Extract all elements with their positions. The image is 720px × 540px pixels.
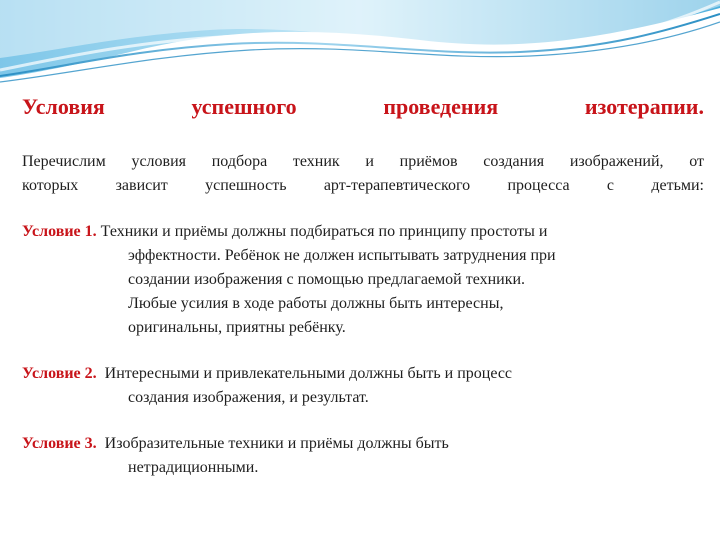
- slide-content: [22, 92, 704, 480]
- condition-text: оригинальны, приятны ребёнку.: [128, 319, 346, 336]
- condition-label: Условие 3.: [22, 435, 97, 452]
- condition-text: Интересными и привлекательными должны быть и процесс: [104, 365, 513, 382]
- condition-text: создании изображения с помощью предлагаемой техники.: [128, 271, 526, 288]
- condition-label: Условие 1.: [22, 223, 97, 240]
- condition-label: Условие 2.: [22, 365, 97, 382]
- slide-title: Условия успешного проведения изотерапии.: [22, 94, 704, 119]
- condition-text: нетрадиционными.: [128, 459, 259, 476]
- intro-line: Перечислим условия подбора техник и приёмов создания изображений, от: [22, 153, 704, 170]
- condition-2: [22, 362, 704, 410]
- condition-3: [22, 432, 704, 480]
- condition-text: Изобразительные техники и приёмы должны быть: [104, 435, 449, 452]
- condition-text: Любые усилия в ходе работы должны быть интересны,: [128, 295, 504, 312]
- condition-1: [22, 220, 704, 340]
- intro-paragraph: [22, 150, 704, 198]
- condition-text: создания изображения, и результат.: [128, 389, 369, 406]
- condition-text: Техники и приёмы должны подбираться по принципу простоты и: [100, 223, 548, 240]
- intro-line: которых зависит успешность арт-терапевтического процесса с детьми:: [22, 177, 704, 194]
- condition-text: эффектности. Ребёнок не должен испытывать затруднения при: [128, 247, 556, 264]
